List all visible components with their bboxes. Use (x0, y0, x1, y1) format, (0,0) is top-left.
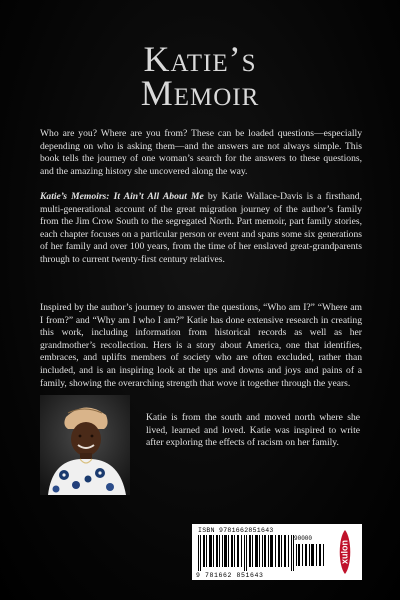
isbn-barcode (192, 524, 362, 580)
book-full-title: Katie’s Memoirs: It Ain’t All About Me (40, 191, 204, 202)
publisher-logo (332, 528, 358, 576)
publisher-logo-text: xulon (339, 540, 350, 564)
author-bio: Katie is from the south and moved north where she lived, learned and loved. Katie was inspired to write after exploring the effects of racism on her family. (146, 412, 360, 449)
title-line-2: Memoir (140, 73, 260, 113)
blurb-paragraph-1: Who are you? Where are you from? These can be loaded questions—especially depending on who is asking them—and the answers are not always simple. This book tells the journey of one woman’s search for the answers to these questions, and the amazing history she uncovered along the way. (40, 128, 362, 177)
title-line-1: Katie’s (143, 39, 257, 79)
blurb-paragraph-2 (40, 191, 362, 267)
author-photo (40, 395, 130, 495)
isbn-label: ISBN 9781662851643 (198, 527, 274, 534)
author-portrait-illustration (40, 395, 130, 495)
xulon-logo-icon (332, 528, 358, 576)
blurb-paragraph-2-text: by Katie Wallace-Davis is a firsthand, multi-generational account of the great migration journey of the author’s family from the Jim Crow South to the segregated North. Part memoir, part family stories, each chapter focuses on a particular person or event and spans some six generations of her family and over 100 years, from the time of her enslaved great-grandparents through to current twenty-first century relatives. (40, 191, 362, 265)
price-code: 90000 (294, 535, 313, 542)
ean-barcode-bars (198, 535, 298, 571)
price-addon-bars (296, 544, 326, 566)
blurb-paragraph-3: Inspired by the author’s journey to answer the questions, “Who am I?” “Where am I from?” and “Why am I who I am?” Katie has done extensive research in creating this work, including information from historical records as well as her grandmother’s recollection. Hers is a story about America, one that identifies, embraces, and uplifts members of society who are often excluded, rather than included, and is an inspiring look at the ups and downs and joys and pains of a family, showing the overarching strength that wove it together through the years. (40, 302, 362, 389)
barcode-digits: 9 781662 851643 (196, 572, 264, 579)
book-title (0, 39, 400, 113)
